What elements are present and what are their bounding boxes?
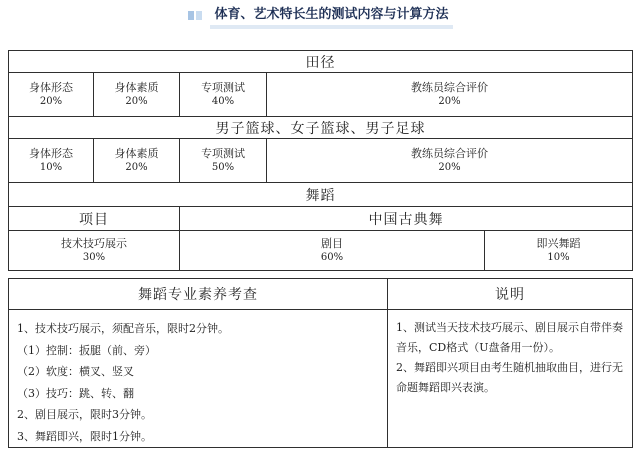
exam-line: （2）软度：横叉、竖叉 <box>17 365 134 378</box>
ball-col-3: 专项测试 50% <box>180 139 267 183</box>
notes-line: 2、舞蹈即兴项目由考生随机抽取曲目，进行无命题舞蹈即兴表演。 <box>396 361 623 394</box>
dance-col-2: 剧目 60% <box>180 231 485 271</box>
track-col-1: 身体形态 20% <box>9 73 94 117</box>
exam-line: （1）控制：扳腿（前、旁） <box>17 343 156 357</box>
scoring-table <box>8 50 633 271</box>
page-title: 体育、艺术特长生的测试内容与计算方法 <box>210 2 452 29</box>
track-col-4: 教练员综合评价 20% <box>267 73 633 117</box>
exam-line: （3）技巧：跳、转、翻 <box>17 386 134 400</box>
dance-notes-table <box>8 278 633 448</box>
track-col-2: 身体素质 20% <box>94 73 180 117</box>
track-col-3: 专项测试 40% <box>180 73 267 117</box>
ball-heading: 男子篮球、女子篮球、男子足球 <box>9 117 633 139</box>
notes-heading: 说明 <box>388 279 633 310</box>
dance-col-3: 即兴舞蹈 10% <box>485 231 633 271</box>
exam-line: 2、剧目展示，限时3分钟。 <box>17 408 152 421</box>
exam-heading: 舞蹈专业素养考查 <box>9 279 388 310</box>
dance-category: 中国古典舞 <box>180 207 633 231</box>
dance-col-1: 技术技巧展示 30% <box>9 231 180 271</box>
track-heading: 田径 <box>9 51 633 73</box>
exam-line: 1、技术技巧展示，须配音乐，限时2分钟。 <box>17 322 229 335</box>
ball-col-4: 教练员综合评价 20% <box>267 139 633 183</box>
notes-line: 1、测试当天技术技巧展示、剧目展示自带伴奏音乐，CD格式（U盘备用一份）。 <box>396 321 623 354</box>
ball-col-1: 身体形态 10% <box>9 139 94 183</box>
notes-content <box>388 310 633 448</box>
exam-content <box>9 310 388 448</box>
dance-item-label: 项目 <box>9 207 180 231</box>
dance-heading: 舞蹈 <box>9 183 633 207</box>
ball-col-2: 身体素质 20% <box>94 139 180 183</box>
page-heading <box>0 0 641 30</box>
exam-line: 3、舞蹈即兴，限时1分钟。 <box>17 429 152 443</box>
title-marker-icon <box>188 11 202 20</box>
